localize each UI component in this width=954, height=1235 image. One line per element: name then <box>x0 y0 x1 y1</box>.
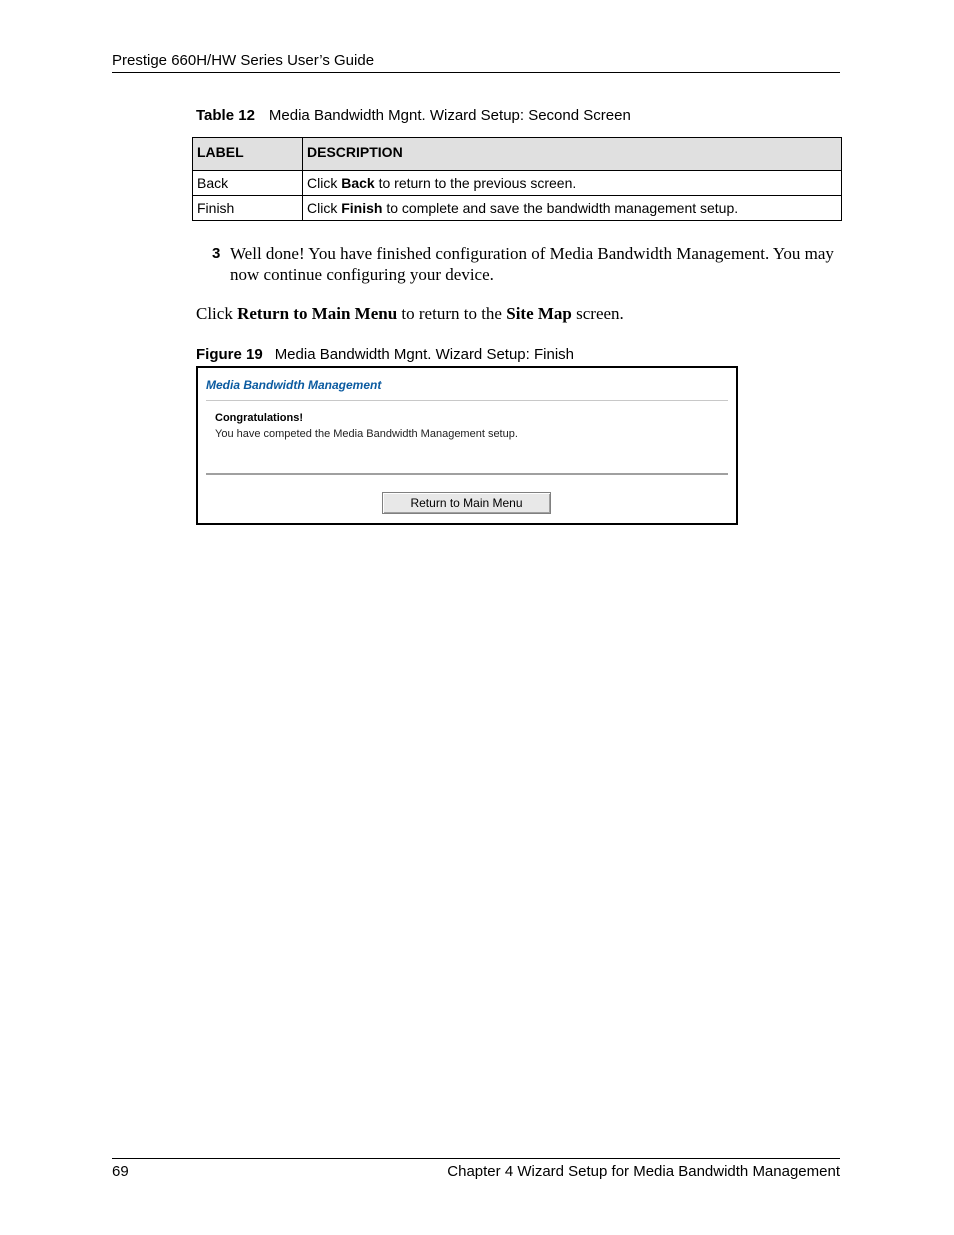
figure-caption <box>196 346 574 363</box>
return-to-main-menu-button[interactable]: Return to Main Menu <box>382 492 551 514</box>
running-footer <box>112 1158 840 1180</box>
row-label: Finish <box>193 196 303 221</box>
table-caption-text: Media Bandwidth Mgnt. Wizard Setup: Second Screen <box>268 107 631 124</box>
table-header-row <box>193 138 842 171</box>
column-header-label: LABEL <box>193 138 303 171</box>
row-description: Click Back to return to the previous screen. <box>303 171 842 196</box>
page-number: 69 <box>112 1163 129 1180</box>
guide-title: Prestige 660H/HW Series User’s Guide <box>112 52 375 69</box>
divider <box>206 473 728 475</box>
figure-caption-text: Media Bandwidth Mgnt. Wizard Setup: Finish <box>274 346 574 363</box>
running-header <box>112 52 840 73</box>
table-row <box>193 196 842 221</box>
congratulations-heading: Congratulations! <box>215 412 303 424</box>
label-description-table <box>192 137 842 221</box>
divider <box>206 400 728 401</box>
table-row <box>193 171 842 196</box>
completion-message: You have competed the Media Bandwidth Management setup. <box>215 428 518 440</box>
step-text: Well done! You have finished configuration of Media Bandwidth Management. You may now continue configuring your device. <box>230 244 834 284</box>
column-header-description: DESCRIPTION <box>303 138 842 171</box>
row-description: Click Finish to complete and save the bandwidth management setup. <box>303 196 842 221</box>
table-caption <box>196 107 631 124</box>
screen-title: Media Bandwidth Management <box>206 378 382 392</box>
instruction-paragraph: Click Return to Main Menu to return to the Site Map screen. <box>196 304 624 323</box>
chapter-title: Chapter 4 Wizard Setup for Media Bandwidth Management <box>447 1163 840 1180</box>
figure-caption-label: Figure 19 <box>196 346 263 363</box>
table-caption-label: Table 12 <box>196 107 255 124</box>
step-number: 3 <box>212 245 221 262</box>
wizard-finish-screenshot <box>196 366 738 525</box>
row-label: Back <box>193 171 303 196</box>
step-3-paragraph <box>212 243 842 285</box>
